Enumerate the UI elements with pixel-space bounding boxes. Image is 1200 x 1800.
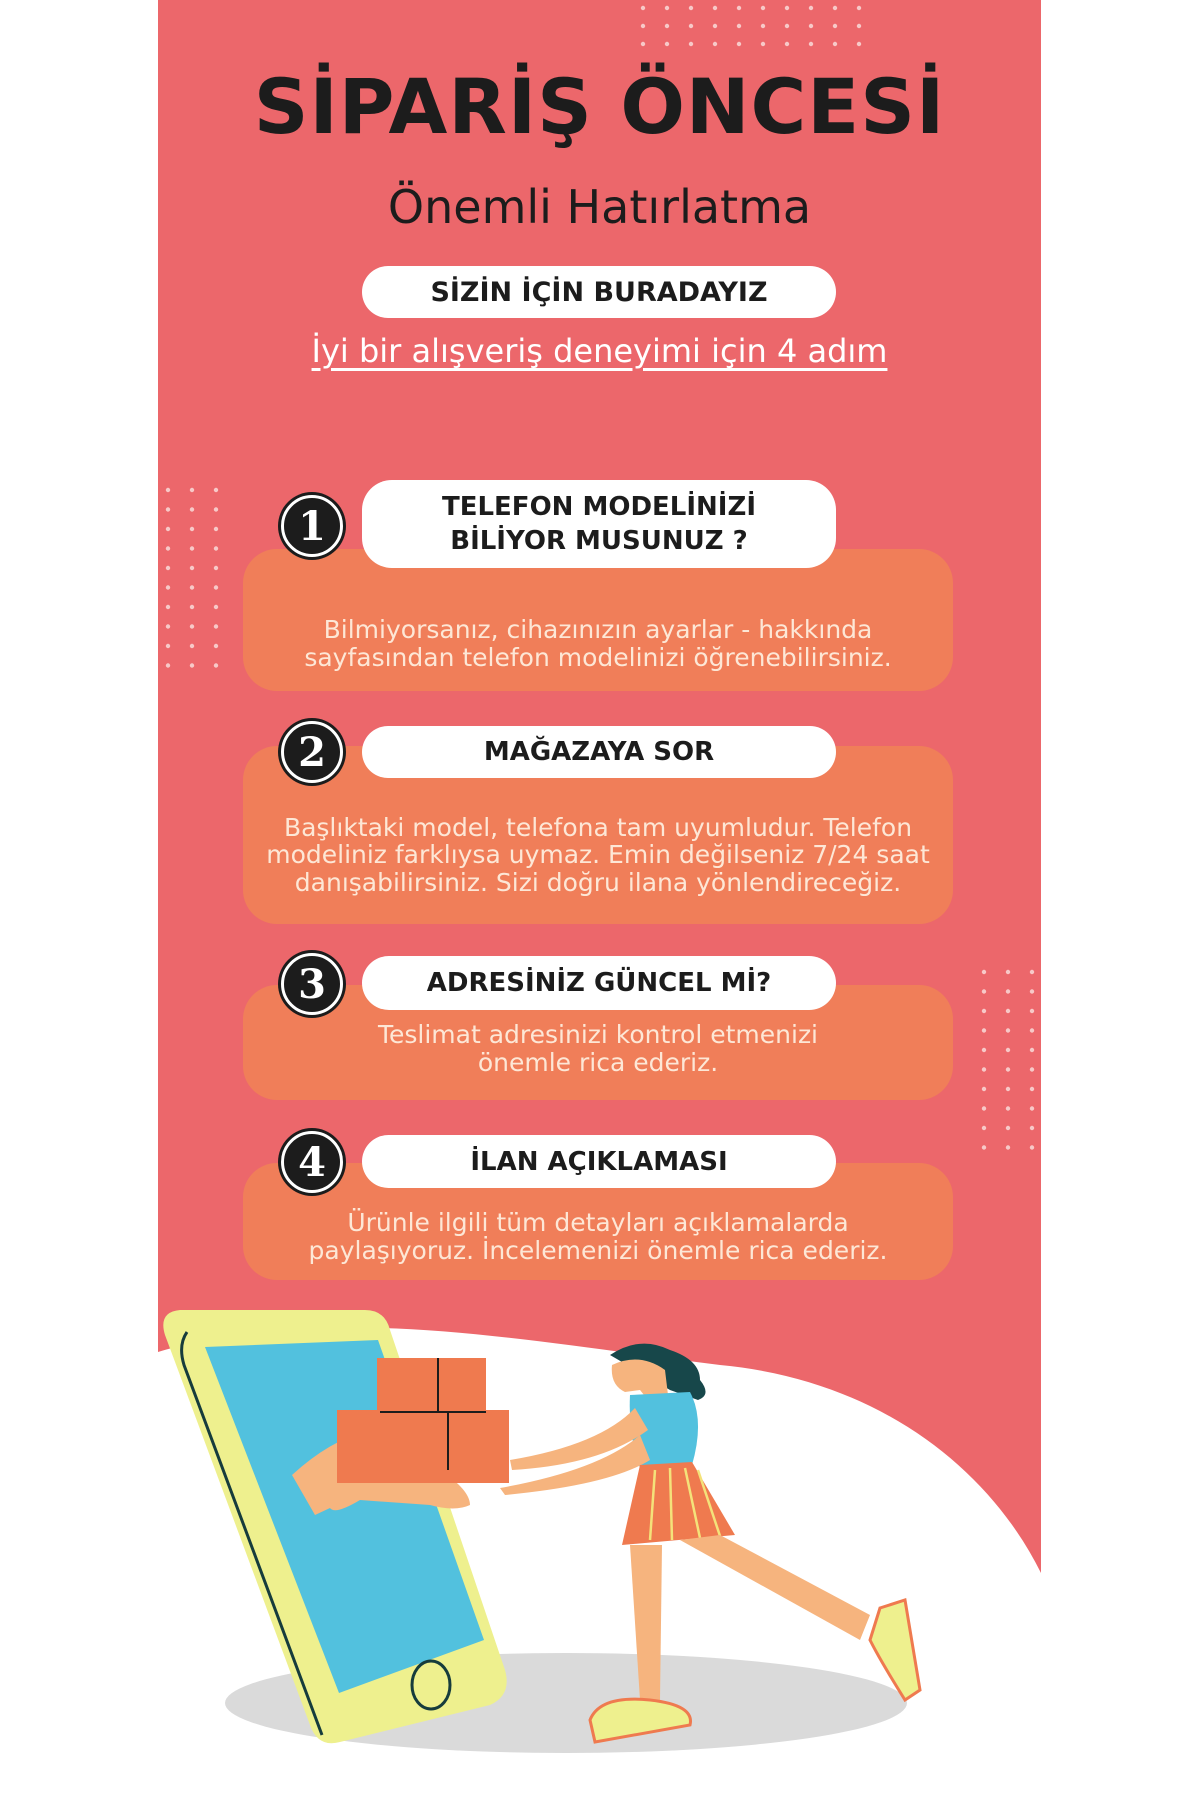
page-title: SİPARİŞ ÖNCESİ [253, 62, 946, 151]
step-4-title-pill: İLAN AÇIKLAMASI [362, 1135, 836, 1188]
page-subtitle: Önemli Hatırlatma [387, 180, 812, 234]
step-1-body: Bilmiyorsanız, cihazınızın ayarlar - hakkında sayfasından telefon modelinizi öğrenebilirsiniz. [304, 615, 892, 672]
step-2-title-pill: MAĞAZAYA SOR [362, 726, 836, 778]
step-4-body: Ürünle ilgili tüm detayları açıklamalarda paylaşıyoruz. İncelemenizi önemle rica ederiz. [308, 1208, 888, 1265]
step-2-number-badge: 2 [281, 721, 343, 783]
step-3-body: Teslimat adresinizi kontrol etmenizi önemle rica ederiz. [377, 1020, 819, 1077]
step-3-number-badge: 3 [281, 953, 343, 1015]
tagline-link[interactable]: İyi bir alışveriş deneyimi için 4 adım [311, 332, 888, 370]
step-4-number-badge: 4 [281, 1131, 343, 1193]
badge-pill: SİZİN İÇİN BURADAYIZ [362, 266, 836, 318]
step-3-title-pill: ADRESİNİZ GÜNCEL Mİ? [362, 956, 836, 1010]
step-1-title-pill: TELEFON MODELİNİZİ BİLİYOR MUSUNUZ ? [362, 480, 836, 568]
step-2-body: Başlıktaki model, telefona tam uyumludur. Telefon modeliniz farklıysa uymaz. Emin değilseniz 7/24 saat danışabilirsiniz. Sizi doğru ilana yönlendireceğiz. [266, 812, 930, 897]
step-1-number-badge: 1 [281, 495, 343, 557]
